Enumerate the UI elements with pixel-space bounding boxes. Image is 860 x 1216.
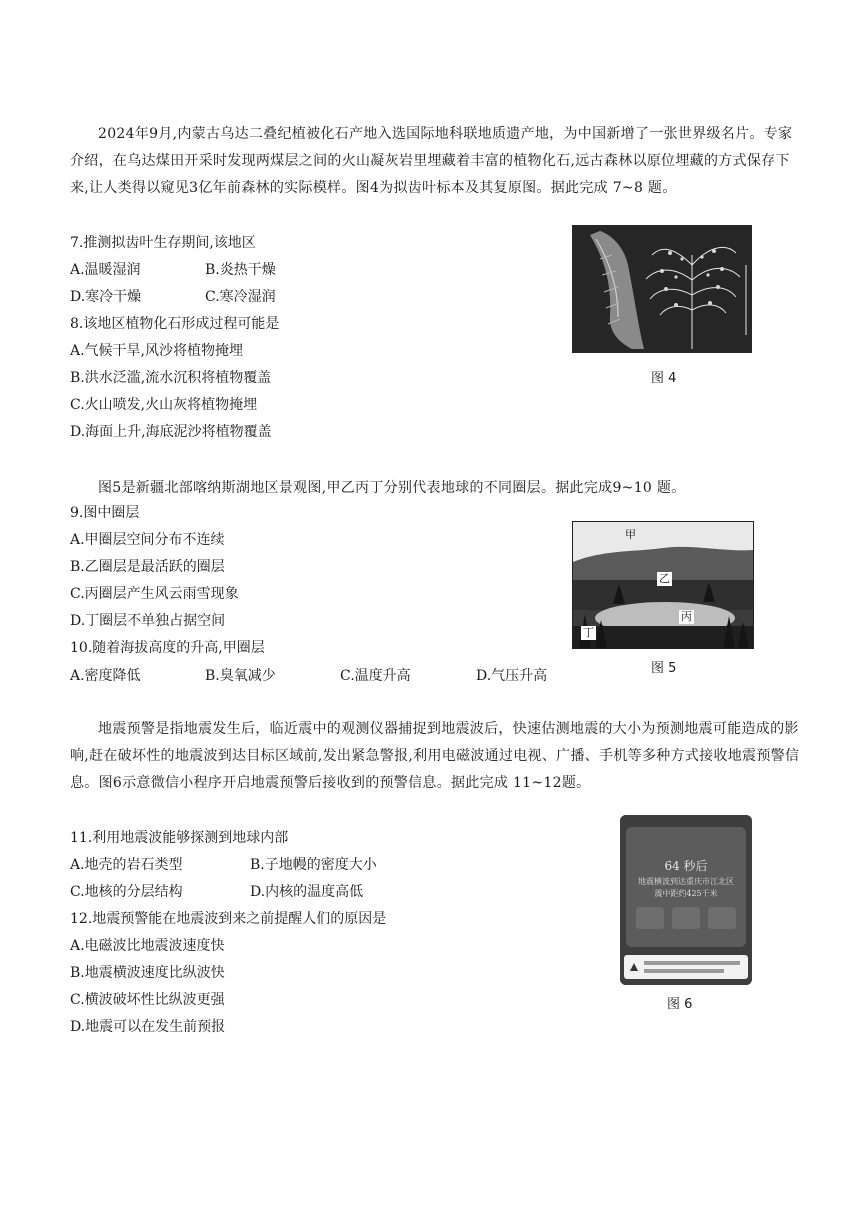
question-9-option-b: B.乙圈层是最活跃的圈层 bbox=[70, 559, 225, 575]
question-9-option-d: D.丁圈层不单独占据空间 bbox=[70, 613, 226, 629]
intro-paragraph-kanas: 图5是新疆北部喀纳斯湖地区景观图,甲乙丙丁分别代表地球的不同圈层。据此完成9~10 题。 bbox=[98, 480, 686, 496]
question-10-option-b: B.臭氧减少 bbox=[205, 668, 276, 684]
question-11-option-a: A.地壳的岩石类型 bbox=[70, 857, 183, 873]
question-9-option-a: A.甲圈层空间分布不连续 bbox=[70, 532, 225, 548]
question-8-option-d: D.海面上升,海底泥沙将植物覆盖 bbox=[70, 424, 272, 440]
question-11-stem: 11.利用地震波能够探测到地球内部 bbox=[70, 830, 289, 846]
figure-5-caption: 图 5 bbox=[651, 661, 677, 676]
figure-5-landscape-photo bbox=[572, 521, 754, 649]
question-12-option-b: B.地震横波速度比纵波快 bbox=[70, 965, 225, 981]
question-7-stem: 7.推测拟齿叶生存期间,该地区 bbox=[70, 235, 256, 251]
phone-screen-background bbox=[620, 815, 752, 985]
question-8-option-c: C.火山喷发,火山灰将植物掩埋 bbox=[70, 397, 258, 413]
question-10-option-c: C.温度升高 bbox=[340, 668, 411, 684]
label-jia: 甲 bbox=[625, 528, 636, 541]
question-7-option-b: B.炎热干燥 bbox=[205, 262, 276, 278]
question-10-stem: 10.随着海拔高度的升高,甲圈层 bbox=[70, 640, 265, 656]
question-12-stem: 12.地震预警能在地震波到来之前提醒人们的原因是 bbox=[70, 911, 387, 927]
question-11-option-c: C.地核的分层结构 bbox=[70, 884, 183, 900]
label-bing: 丙 bbox=[681, 610, 692, 623]
warning-line-1: 地震横波到达重庆市江北区 bbox=[638, 877, 734, 886]
question-9-stem: 9.图中圈层 bbox=[70, 505, 140, 521]
warning-line-2: 震中距约425千米 bbox=[654, 889, 718, 898]
figure-6-phone-screenshot bbox=[620, 815, 752, 985]
question-7-option-c: C.寒冷湿润 bbox=[205, 289, 276, 305]
question-8-option-b: B.洪水泛滥,流水沉积将植物覆盖 bbox=[70, 370, 272, 386]
question-12-option-a: A.电磁波比地震波速度快 bbox=[70, 938, 225, 954]
question-8-stem: 8.该地区植物化石形成过程可能是 bbox=[70, 316, 280, 332]
question-9-option-c: C.丙圈层产生风云雨雪现象 bbox=[70, 586, 239, 602]
question-10-option-d: D.气压升高 bbox=[476, 668, 548, 684]
figure-4-caption: 图 4 bbox=[651, 371, 677, 386]
intro-paragraph-fossil: 2024年9月,内蒙古乌达二叠纪植被化石产地入选国际地科联地质遗产地，为中国新增了一张世界级名片。专家介绍，在乌达煤田开采时发现两煤层之间的火山凝灰岩里埋藏着丰富的植物化石,远古森林以原位埋藏的方式保存下来,让人类得以窥见3亿年前森林的实际模样。图4为拟齿叶标本及其复原图。据此完成 7~8 题。 bbox=[70, 126, 793, 196]
question-11-option-b: B.子地幔的密度大小 bbox=[250, 857, 377, 873]
question-7-option-a: A.温暖湿润 bbox=[70, 262, 141, 278]
fossil-leaf-image bbox=[572, 225, 752, 353]
figure-6-caption: 图 6 bbox=[667, 997, 693, 1012]
question-12-option-c: C.横波破坏性比纵波更强 bbox=[70, 992, 225, 1008]
label-ding: 丁 bbox=[583, 626, 594, 639]
question-7-option-d: D.寒冷干燥 bbox=[70, 289, 142, 305]
question-10-option-a: A.密度降低 bbox=[70, 668, 141, 684]
intro-paragraph-earthquake-warning: 地震预警是指地震发生后，临近震中的观测仪器捕捉到地震波后，快速估测地震的大小为预测地震可能造成的影响,赶在破坏性的地震波到达目标区域前,发出紧急警报,利用电磁波通过电视、广播、手机等多种方式接收地震预警信息。图6示意微信小程序开启地震预警后接收到的预警信息。据此完成 11~12题。 bbox=[70, 721, 800, 791]
warning-countdown: 64 秒后 bbox=[664, 859, 708, 873]
question-12-option-d: D.地震可以在发生前预报 bbox=[70, 1019, 226, 1035]
label-yi: 乙 bbox=[659, 572, 670, 585]
figure-4-fossil-photo bbox=[572, 225, 752, 353]
question-8-option-a: A.气候干旱,风沙将植物掩埋 bbox=[70, 343, 244, 359]
question-11-option-d: D.内核的温度高低 bbox=[250, 884, 364, 900]
